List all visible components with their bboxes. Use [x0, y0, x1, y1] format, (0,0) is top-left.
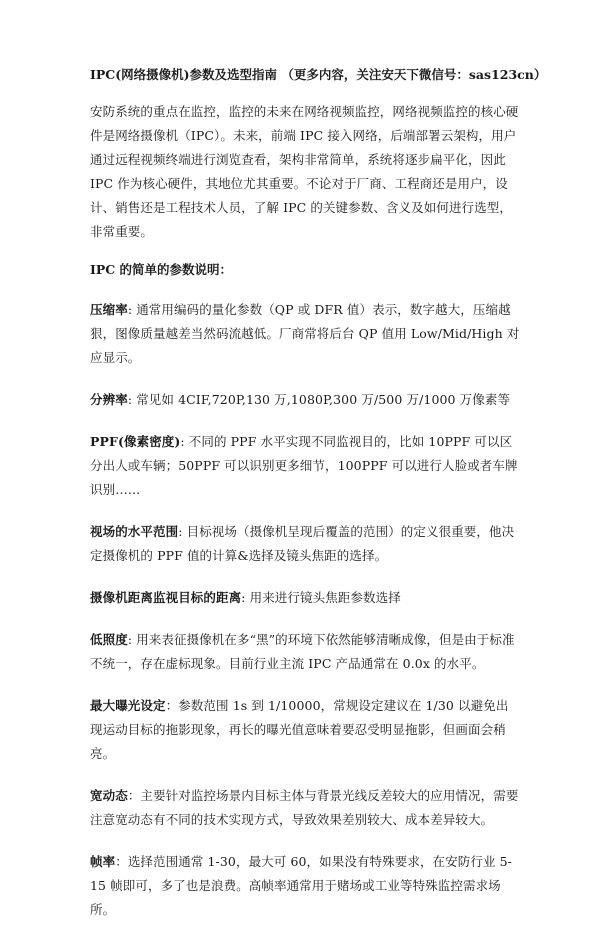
param-term: 分辨率: [90, 392, 128, 407]
document-title: IPC(网络摄像机)参数及选型指南 （更多内容，关注安天下微信号：sas123cn）: [90, 67, 547, 82]
param-description: 不同的 PPF 水平实现不同监视目的，比如 10PPF 可以区分出人或车辆；50PPF 可以识别更多细节，100PPF 可以进行人脸或者车牌识别……: [90, 434, 518, 497]
param-term: 压缩率: [90, 302, 128, 317]
param-term: 视场的水平范围: [90, 524, 179, 539]
param-description: 选择范围通常 1-30，最大可 60，如果没有特殊要求，在安防行业 5-15 帧即可，多了也是浪费。高帧率通常用于赌场或工业等特殊监控需求场所。: [90, 854, 512, 917]
param-description: 通常用编码的量化参数（QP 或 DFR 值）表示，数字越大，压缩越狠，图像质量越差当然码流越低。厂商常将后台 QP 值用 Low/Mid/High 对应显示。: [90, 302, 520, 365]
param-item-wdr: [90, 784, 520, 832]
section-heading: IPC 的简单的参数说明：: [90, 262, 233, 277]
param-description: 用来进行镜头焦距参数选择: [249, 590, 401, 605]
param-item-field-of-view: [90, 520, 520, 568]
param-item-max-exposure: [90, 694, 520, 766]
param-term: 摄像机距离监视目标的距离: [90, 590, 242, 605]
param-description: 参数范围 1s 到 1/10000，常规设定建议在 1/30 以避免出现运动目标的拖影现象，再长的曝光值意味着要忍受明显拖影，但画面会稍亮。: [90, 698, 509, 761]
param-item-low-light: [90, 628, 520, 676]
param-separator: :: [180, 434, 189, 449]
param-item-frame-rate: [90, 850, 520, 922]
param-description: 用来表征摄像机在多“黑”的环境下依然能够清晰成像，但是由于标准不统一，存在虚标现象。目前行业主流 IPC 产品通常在 0.0x 的水平。: [90, 632, 515, 671]
param-separator: ：: [165, 698, 179, 713]
param-separator: :: [178, 524, 187, 539]
param-separator: :: [127, 392, 137, 407]
param-separator: :: [127, 632, 137, 647]
param-term: PPF(像素密度): [90, 434, 181, 449]
intro-paragraph: 安防系统的重点在监控，监控的未来在网络视频监控，网络视频监控的核心硬件是网络摄像机（IPC）。未来，前端 IPC 接入网络，后端部署云架构，用户通过远程视频终端进行浏览查看，架构非常简单，系统将逐步扁平化，因此 IPC 作为核心硬件，其地位尤其重要。不论对于厂商、工程商还是用户，设计、销售还是工程技术人员，了解 IPC 的关键参数、含义及如何进行选型，非常重要。: [90, 104, 519, 239]
param-term: 最大曝光设定: [90, 698, 166, 713]
param-separator: :: [241, 590, 250, 605]
param-separator: :: [127, 302, 137, 317]
document-page: [90, 66, 547, 940]
param-description: 常见如 4CIF,720P,130 万,1080P,300 万/500 万/1000 万像素等: [136, 392, 511, 407]
param-separator: ：: [115, 854, 128, 869]
param-item-target-distance: [90, 586, 520, 610]
param-item-compression: [90, 298, 520, 370]
param-description: 主要针对监控场景内目标主体与背景光线反差较大的应用情况，需要注意宽动态有不同的技术实现方式，导致效果差别较大、成本差异较大。: [90, 788, 519, 827]
param-item-resolution: [90, 388, 520, 412]
param-term: 帧率: [90, 854, 116, 869]
param-separator: ：: [127, 788, 141, 803]
param-term: 低照度: [90, 632, 128, 647]
param-description: 目标视场（摄像机呈现后覆盖的范围）的定义很重要，他决定摄像机的 PPF 值的计算&选择及镜头焦距的选择。: [90, 524, 515, 563]
param-item-ppf: [90, 430, 520, 502]
param-term: 宽动态: [90, 788, 128, 803]
